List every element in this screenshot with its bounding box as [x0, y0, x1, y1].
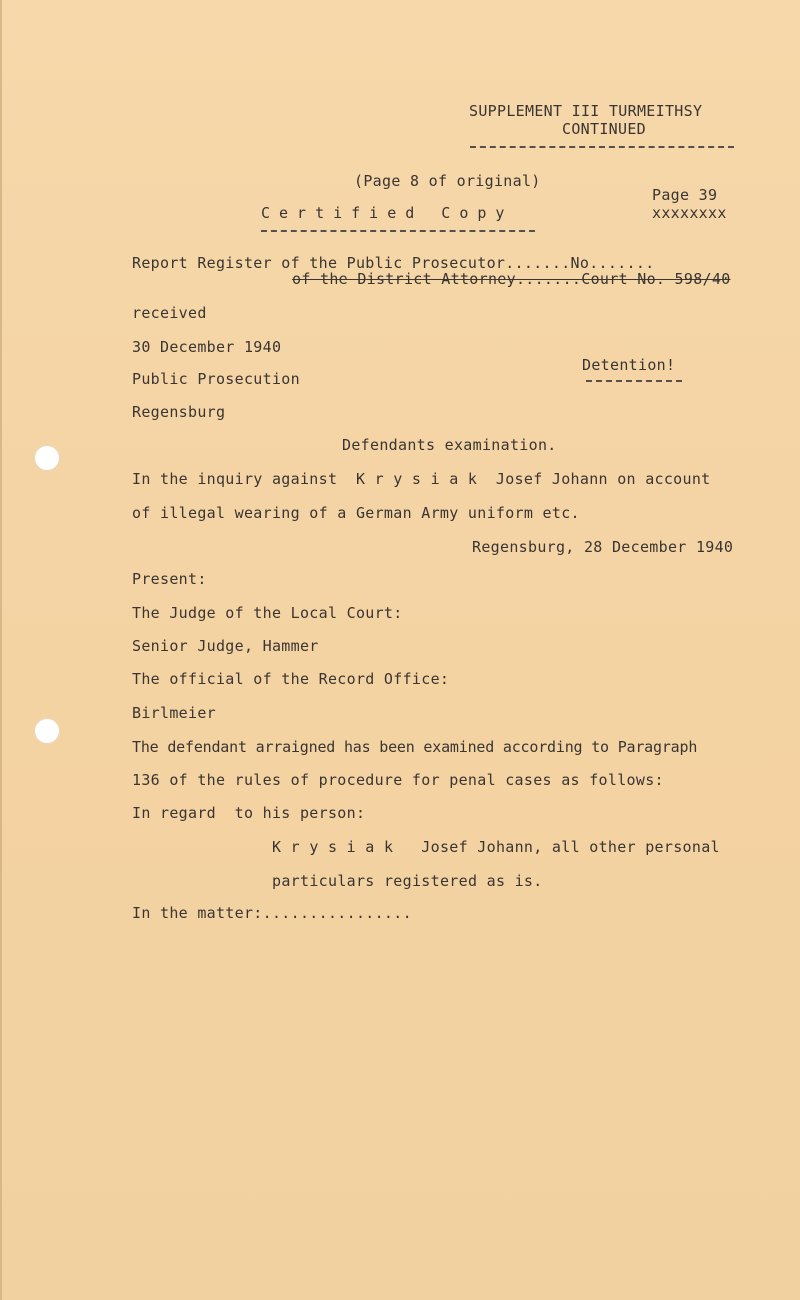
detention-underline	[586, 380, 682, 382]
person-line-1: K r y s i a k Josef Johann, all other personal	[272, 838, 720, 856]
page-number: Page 39	[652, 186, 718, 204]
official-name: Birlmeier	[132, 704, 216, 722]
examination-heading: Defendants examination.	[342, 436, 557, 454]
place-and-date: Regensburg, 28 December 1940	[472, 538, 734, 556]
punch-hole-top	[34, 445, 60, 471]
person-line-2: particulars registered as is.	[272, 872, 543, 890]
inquiry-line-1: In the inquiry against K r y s i a k Josef Johann on account	[132, 470, 711, 488]
judge-name: Senior Judge, Hammer	[132, 637, 319, 655]
arraigned-line-2: 136 of the rules of procedure for penal cases as follows:	[132, 771, 664, 789]
original-page-note: (Page 8 of original)	[354, 172, 541, 190]
heading-underline	[470, 146, 734, 148]
received-date: 30 December 1940	[132, 338, 282, 356]
register-line-1: Report Register of the Public Prosecutor.......No.......	[132, 254, 655, 272]
supplement-heading: SUPPLEMENT III TURMEITHSY	[469, 102, 703, 120]
continued-heading: CONTINUED	[562, 120, 646, 138]
received-office: Public Prosecution	[132, 370, 300, 388]
matter-line: In the matter:................	[132, 904, 412, 922]
regard-line: In regard to his person:	[132, 804, 366, 822]
arraigned-line-1: The defendant arraigned has been examined according to Paragraph	[132, 738, 698, 756]
inquiry-line-2: of illegal wearing of a German Army uniform etc.	[132, 504, 580, 522]
struck-page-number: xxxxxxxx	[652, 204, 727, 222]
received-label: received	[132, 304, 207, 322]
judge-label: The Judge of the Local Court:	[132, 604, 403, 622]
detention-note: Detention!	[582, 356, 676, 374]
present-label: Present:	[132, 570, 207, 588]
received-city: Regensburg	[132, 403, 226, 421]
official-label: The official of the Record Office:	[132, 670, 450, 688]
certified-copy-title: Certified Copy	[261, 204, 514, 222]
certified-underline	[261, 230, 535, 232]
punch-hole-bottom	[34, 718, 60, 744]
register-line-2: of the District Attorney.......Court No. 598/40	[292, 270, 731, 288]
